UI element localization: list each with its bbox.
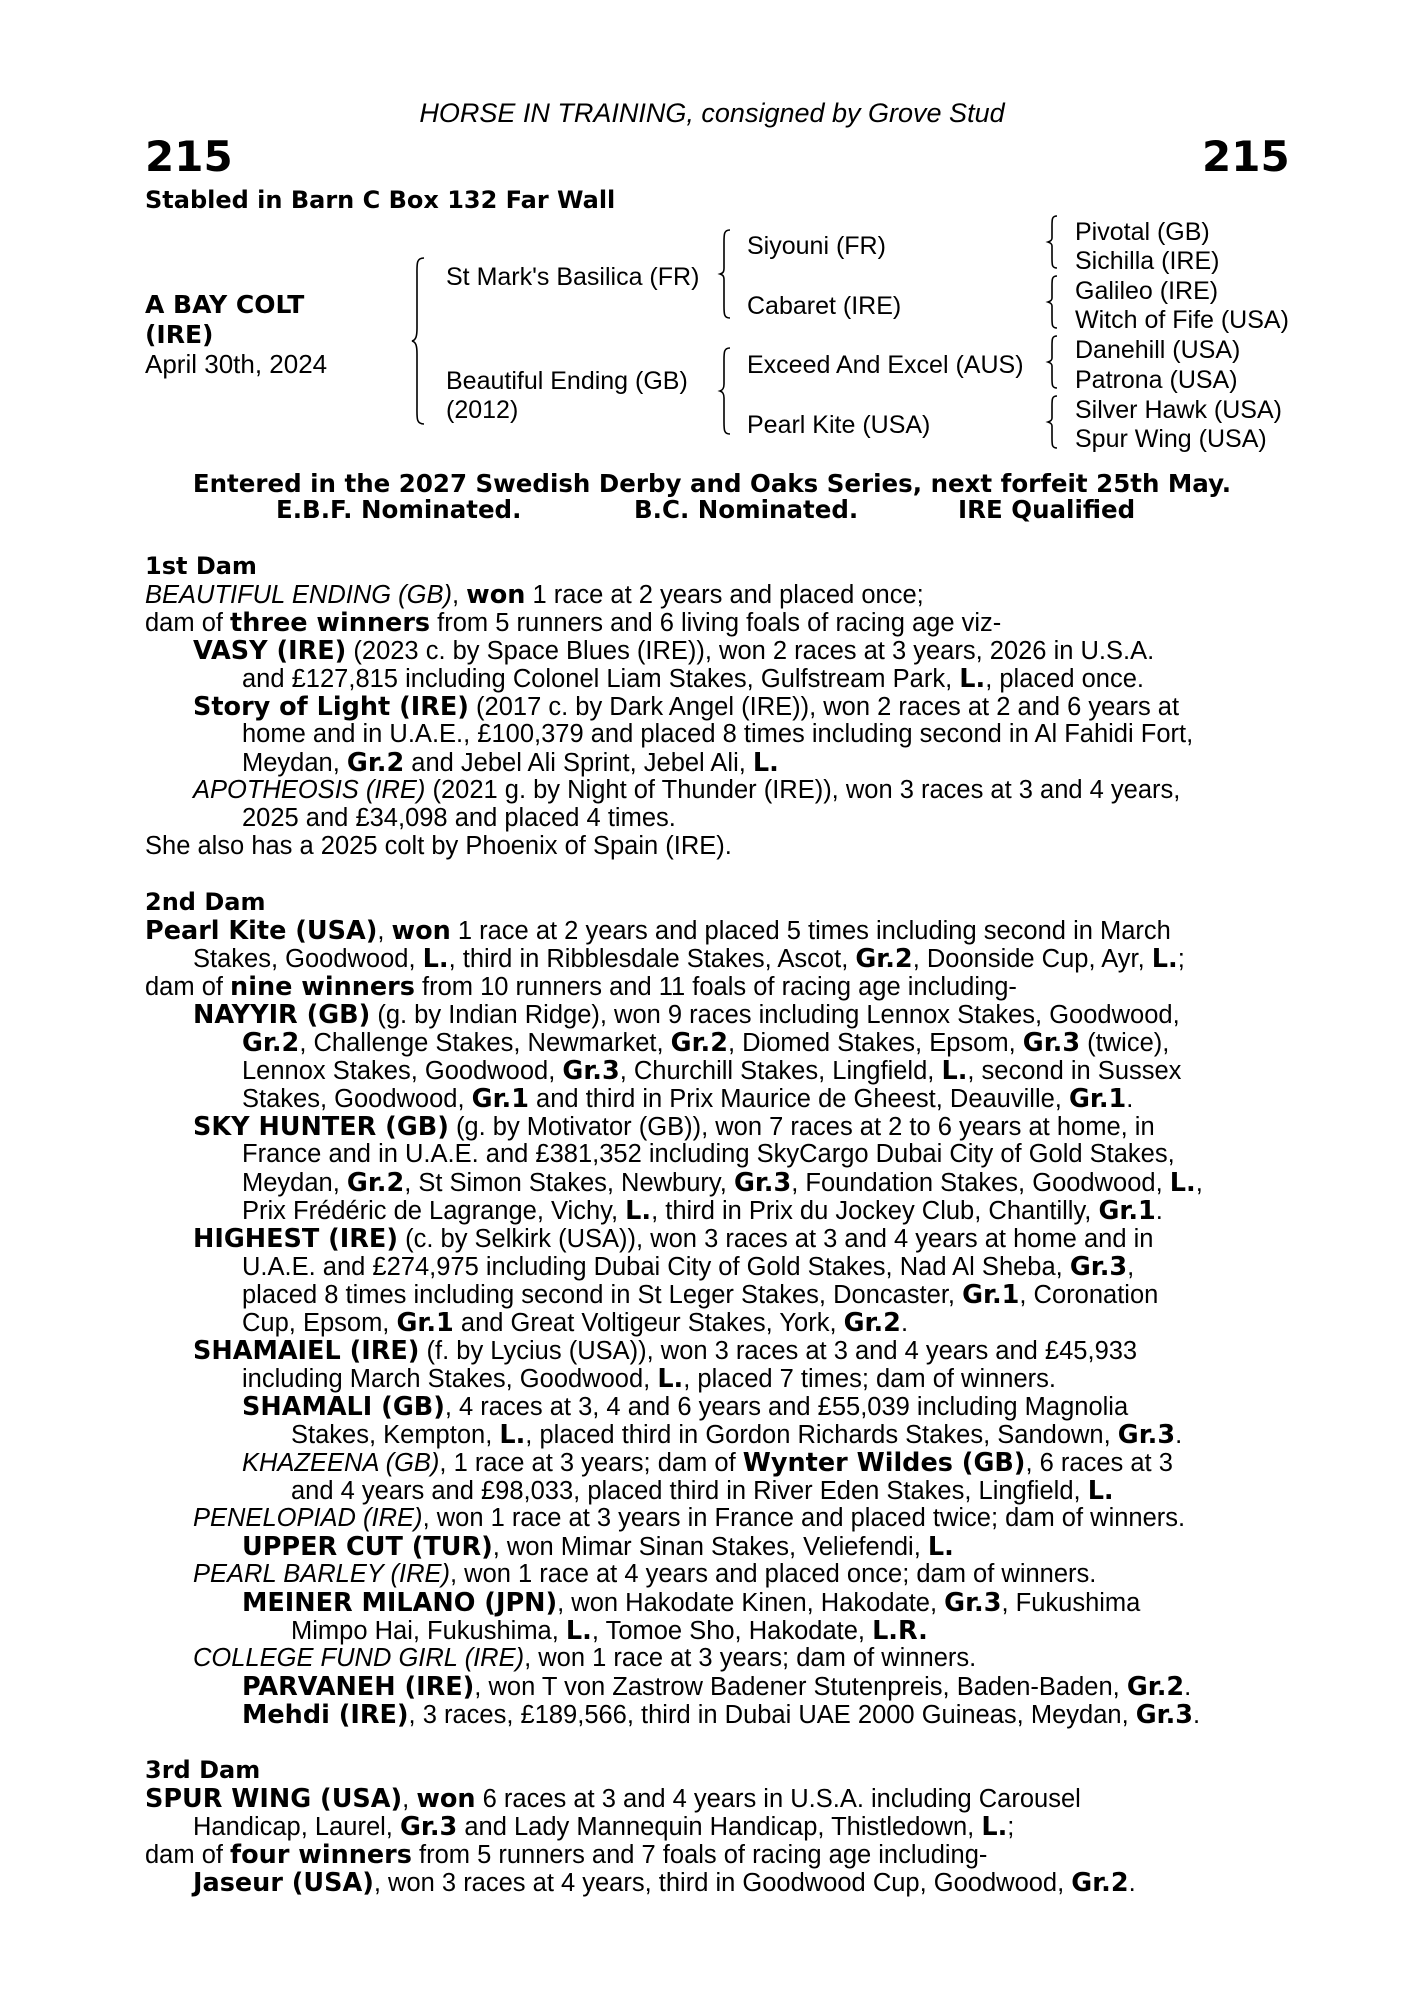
- text-segment: .: [1126, 1085, 1134, 1113]
- text-segment: home and in U.A.E., £100,379 and placed 8 times including second in Al Fahidi Fort,: [242, 720, 1194, 748]
- text-segment: won: [416, 1784, 476, 1814]
- text-segment: Gr.3: [944, 1588, 1002, 1618]
- pedigree-sire-dam: Cabaret (IRE): [747, 292, 902, 320]
- third-dam-line: [193, 1812, 1014, 1842]
- text-segment: , 6 races at 3: [1025, 1449, 1173, 1477]
- pedigree-sire: St Mark's Basilica (FR): [446, 263, 700, 291]
- text-segment: Gr.2: [1071, 1868, 1129, 1898]
- second-dam-line: [193, 1560, 1096, 1589]
- text-segment: ,: [377, 917, 392, 945]
- text-segment: , 3 races, £189,566, third in Dubai UAE 2000 Guineas, Meydan,: [408, 1701, 1136, 1729]
- text-segment: from 10 runners and 11 foals of racing age including-: [414, 973, 1017, 1001]
- text-segment: .: [1193, 1701, 1201, 1729]
- text-segment: L.: [927, 1532, 954, 1562]
- ire-qualified: IRE Qualified: [958, 495, 1136, 524]
- text-segment: SHAMAIEL (IRE): [193, 1336, 420, 1366]
- pedigree-gen3-1: Pivotal (GB): [1075, 218, 1210, 246]
- text-segment: from 5 runners and 6 living foals of racing age viz-: [430, 609, 1002, 637]
- text-segment: Stakes, Goodwood,: [242, 1085, 472, 1113]
- text-segment: , won 1 race at 3 years in France and placed twice; dam of winners.: [422, 1504, 1186, 1532]
- text-segment: Mehdi (IRE): [242, 1700, 409, 1730]
- text-segment: won: [466, 580, 526, 610]
- text-segment: and third in Prix Maurice de Gheest, Deauville,: [528, 1085, 1069, 1113]
- second-dam-line: [242, 1056, 1181, 1086]
- second-dam-line: [242, 1588, 1140, 1618]
- text-segment: U.A.E. and £274,975 including Dubai City of Gold Stakes, Nad Al Sheba,: [242, 1253, 1070, 1281]
- text-segment: L.: [625, 1196, 652, 1226]
- text-segment: Gr.2: [670, 1028, 728, 1058]
- third-dam-line: [193, 1868, 1136, 1898]
- text-segment: , placed 7 times; dam of winners.: [683, 1365, 1057, 1393]
- text-segment: (2017 c. by Dark Angel (IRE)), won 2 races at 2 and 6 years at: [468, 693, 1180, 721]
- text-segment: , third in Prix du Jockey Club, Chantilly,: [651, 1197, 1099, 1225]
- text-segment: Gr.1: [396, 1308, 454, 1338]
- pedigree-dam: Beautiful Ending (GB): [446, 367, 688, 395]
- second-dam-line: [242, 1140, 1175, 1169]
- text-segment: SKY HUNTER (GB): [193, 1112, 449, 1142]
- text-segment: PENELOPIAD (IRE): [193, 1504, 423, 1532]
- text-segment: , second in Sussex: [967, 1057, 1182, 1085]
- first-dam-line: [242, 748, 779, 778]
- text-segment: L.: [1087, 1476, 1114, 1506]
- text-segment: , Coronation: [1019, 1281, 1159, 1309]
- pedigree-gen3-7: Silver Hawk (USA): [1075, 396, 1282, 424]
- pedigree-brace-exceed: [1046, 334, 1060, 390]
- second-dam-line: [291, 1476, 1114, 1506]
- text-segment: (twice),: [1080, 1029, 1170, 1057]
- text-segment: (2023 c. by Space Blues (IRE)), won 2 races at 3 years, 2026 in U.S.A.: [346, 637, 1155, 665]
- second-dam-line: [291, 1616, 928, 1646]
- text-segment: Gr.1: [1098, 1196, 1156, 1226]
- text-segment: dam of: [145, 1841, 231, 1869]
- text-segment: Stakes, Kempton,: [291, 1421, 500, 1449]
- pedigree-brace-pearlkite: [1046, 394, 1060, 450]
- text-segment: 6 races at 3 and 4 years in U.S.A. including Carousel: [475, 1785, 1081, 1813]
- second-dam-line: [242, 1672, 1191, 1702]
- second-dam-line: [242, 1364, 1056, 1394]
- text-segment: nine winners: [230, 972, 415, 1002]
- second-dam-line: [193, 1504, 1185, 1533]
- text-segment: , Foundation Stakes, Goodwood,: [791, 1169, 1170, 1197]
- second-dam-line: [242, 1196, 1163, 1226]
- second-dam-line: [242, 1448, 1173, 1478]
- text-segment: , Fukushima: [1001, 1589, 1141, 1617]
- pedigree-brace-main: [410, 256, 430, 426]
- text-segment: Gr.1: [1068, 1084, 1127, 1114]
- pedigree-brace-sire: [718, 228, 734, 320]
- entry-line: Entered in the 2027 Swedish Derby and Oaks Series, next forfeit 25th May.: [192, 469, 1232, 498]
- text-segment: , won 3 races at 4 years, third in Goodwood Cup, Goodwood,: [373, 1869, 1072, 1897]
- text-segment: Gr.3: [1135, 1700, 1194, 1730]
- first-dam-line: [242, 720, 1193, 749]
- text-segment: Cup, Epsom,: [242, 1309, 397, 1337]
- text-segment: Meydan,: [242, 1169, 347, 1197]
- first-dam-line: [145, 608, 1001, 638]
- text-segment: NAYYIR (GB): [193, 1000, 371, 1030]
- pedigree-sire-sire: Siyouni (FR): [747, 232, 886, 260]
- text-segment: France and in U.A.E. and £381,352 including SkyCargo Dubai City of Gold Stakes,: [242, 1140, 1175, 1168]
- text-segment: Pearl Kite (USA): [145, 916, 378, 946]
- text-segment: Prix Frédéric de Lagrange, Vichy,: [242, 1197, 626, 1225]
- text-segment: L.: [1169, 1168, 1196, 1198]
- third-dam-heading: 3rd Dam: [145, 1756, 261, 1784]
- second-dam-line: [242, 1028, 1169, 1058]
- text-segment: ,: [402, 1785, 417, 1813]
- text-segment: L.: [1151, 944, 1178, 974]
- text-segment: and £127,815 including Colonel Liam Stakes, Gulfstream Park,: [242, 665, 960, 693]
- text-segment: , 4 races at 3, 4 and 6 years and £55,039 including Magnolia: [444, 1393, 1129, 1421]
- horse-foaled-date: April 30th, 2024: [145, 349, 328, 379]
- second-dam-line: [193, 1000, 1180, 1030]
- text-segment: Gr.3: [1117, 1420, 1176, 1450]
- text-segment: and Great Voltigeur Stakes, York,: [453, 1309, 844, 1337]
- text-segment: L.: [981, 1812, 1008, 1842]
- second-dam-line: [193, 1336, 1137, 1366]
- text-segment: Gr.2: [1126, 1672, 1185, 1702]
- text-segment: Gr.3: [1022, 1028, 1081, 1058]
- text-segment: L.: [959, 664, 986, 694]
- text-segment: (2021 g. by Night of Thunder (IRE)), won 3 races at 3 and 4 years,: [425, 776, 1181, 804]
- text-segment: COLLEGE FUND GIRL (IRE): [193, 1644, 525, 1672]
- text-segment: PARVANEH (IRE): [242, 1672, 475, 1702]
- text-segment: and 4 years and £98,033, placed third in River Eden Stakes, Lingfield,: [291, 1477, 1088, 1505]
- text-segment: (c. by Selkirk (USA)), won 3 races at 3 and 4 years at home and in: [398, 1225, 1154, 1253]
- horse-description: A BAY COLT: [145, 290, 305, 319]
- text-segment: , Challenge Stakes, Newmarket,: [299, 1029, 671, 1057]
- text-segment: .: [900, 1309, 909, 1337]
- text-segment: , won T von Zastrow Badener Stutenpreis, Baden-Baden,: [474, 1673, 1127, 1701]
- text-segment: , placed once.: [985, 665, 1144, 693]
- text-segment: , Churchill Stakes, Lingfield,: [619, 1057, 942, 1085]
- first-dam-line: [145, 832, 732, 861]
- text-segment: won: [391, 916, 451, 946]
- pedigree-brace-dam: [718, 346, 734, 436]
- second-dam-line: [242, 1084, 1133, 1114]
- text-segment: ,: [1127, 1253, 1135, 1281]
- text-segment: L.: [941, 1056, 968, 1086]
- text-segment: BEAUTIFUL ENDING (GB): [145, 581, 452, 609]
- text-segment: L.: [752, 748, 779, 778]
- text-segment: SPUR WING (USA): [145, 1784, 403, 1814]
- second-dam-line: [291, 1420, 1182, 1450]
- first-dam-line: [242, 804, 676, 833]
- text-segment: ;: [1007, 1813, 1015, 1841]
- text-segment: 1 race at 2 years and placed 5 times including second in March: [450, 917, 1171, 945]
- text-segment: Gr.2: [346, 1168, 405, 1198]
- text-segment: Gr.3: [1069, 1252, 1128, 1282]
- text-segment: ;: [1177, 945, 1185, 973]
- text-segment: Jaseur (USA): [193, 1868, 374, 1898]
- text-segment: and Jebel Ali Sprint, Jebel Ali,: [404, 749, 753, 777]
- text-segment: (g. by Indian Ridge), won 9 races including Lennox Stakes, Goodwood,: [370, 1001, 1180, 1029]
- pedigree-gen3-3: Galileo (IRE): [1075, 277, 1219, 305]
- text-segment: (g. by Motivator (GB)), won 7 races at 2 to 6 years at home, in: [448, 1113, 1155, 1141]
- text-segment: Gr.1: [962, 1280, 1020, 1310]
- pedigree-gen3-2: Sichilla (IRE): [1075, 247, 1220, 275]
- text-segment: dam of: [145, 973, 231, 1001]
- text-segment: APOTHEOSIS (IRE): [193, 776, 426, 804]
- text-segment: , won Mimar Sinan Stakes, Veliefendi,: [492, 1533, 928, 1561]
- text-segment: , Diomed Stakes, Epsom,: [727, 1029, 1023, 1057]
- text-segment: placed 8 times including second in St Leger Stakes, Doncaster,: [242, 1281, 963, 1309]
- text-segment: .: [1175, 1421, 1183, 1449]
- lot-number-right: 215: [1202, 132, 1290, 181]
- text-segment: 1 race at 2 years and placed once;: [525, 581, 924, 609]
- text-segment: MEINER MILANO (JPN): [242, 1588, 558, 1618]
- text-segment: ,: [1195, 1169, 1203, 1197]
- text-segment: She also has a 2025 colt by Phoenix of Spain (IRE).: [145, 832, 732, 860]
- text-segment: and Lady Mannequin Handicap, Thistledown,: [457, 1813, 982, 1841]
- text-segment: L.: [565, 1616, 592, 1646]
- second-dam-line: [242, 1532, 954, 1562]
- second-dam-line: [242, 1392, 1128, 1422]
- text-segment: HIGHEST (IRE): [193, 1224, 399, 1254]
- text-segment: (f. by Lycius (USA)), won 3 races at 3 and 4 years and £45,933: [419, 1337, 1138, 1365]
- text-segment: , won 1 race at 3 years; dam of winners.: [524, 1644, 977, 1672]
- consignment-line: HORSE IN TRAINING, consigned by Grove Stud: [419, 98, 1005, 128]
- text-segment: dam of: [145, 609, 231, 637]
- text-segment: Mimpo Hai, Fukushima,: [291, 1617, 566, 1645]
- text-segment: Meydan,: [242, 749, 347, 777]
- text-segment: Lennox Stakes, Goodwood,: [242, 1057, 563, 1085]
- second-dam-line: [242, 1308, 908, 1338]
- text-segment: Gr.3: [562, 1056, 620, 1086]
- text-segment: ,: [451, 581, 467, 609]
- first-dam-heading: 1st Dam: [145, 552, 257, 580]
- text-segment: Story of Light (IRE): [193, 692, 469, 722]
- text-segment: Handicap, Laurel,: [193, 1813, 400, 1841]
- first-dam-line: [242, 664, 1144, 694]
- pedigree-brace-cabaret: [1046, 274, 1060, 330]
- pedigree-dam-dam: Pearl Kite (USA): [747, 411, 931, 439]
- text-segment: VASY (IRE): [193, 636, 347, 666]
- second-dam-line: [242, 1280, 1158, 1310]
- second-dam-line: [145, 916, 1171, 946]
- text-segment: , Tomoe Sho, Hakodate,: [591, 1617, 873, 1645]
- text-segment: KHAZEENA (GB): [242, 1449, 440, 1477]
- first-dam-line: [145, 580, 924, 610]
- text-segment: Gr.2: [346, 748, 405, 778]
- first-dam-line: [193, 776, 1180, 805]
- second-dam-line: [242, 1168, 1203, 1198]
- text-segment: Gr.2: [843, 1308, 901, 1338]
- bc-nominated: B.C. Nominated.: [634, 495, 859, 524]
- text-segment: .: [1155, 1197, 1163, 1225]
- second-dam-line: [193, 1112, 1155, 1142]
- text-segment: , won Hakodate Kinen, Hakodate,: [557, 1589, 945, 1617]
- text-segment: Stakes, Goodwood,: [193, 945, 423, 973]
- text-segment: including March Stakes, Goodwood,: [242, 1365, 658, 1393]
- stabled-location: Stabled in Barn C Box 132 Far Wall: [145, 186, 616, 214]
- text-segment: Gr.1: [471, 1084, 529, 1114]
- text-segment: Gr.2: [242, 1028, 300, 1058]
- horse-country: (IRE): [145, 320, 214, 349]
- pedigree-brace-siyouni: [1046, 214, 1060, 270]
- text-segment: , third in Ribblesdale Stakes, Ascot,: [448, 945, 856, 973]
- text-segment: L.: [499, 1420, 526, 1450]
- text-segment: four winners: [230, 1840, 412, 1870]
- pedigree-gen3-4: Witch of Fife (USA): [1075, 306, 1289, 334]
- text-segment: SHAMALI (GB): [242, 1392, 445, 1422]
- second-dam-heading: 2nd Dam: [145, 888, 266, 916]
- text-segment: PEARL BARLEY (IRE): [193, 1560, 450, 1588]
- text-segment: Gr.3: [399, 1812, 458, 1842]
- second-dam-line: [242, 1700, 1200, 1730]
- pedigree-gen3-8: Spur Wing (USA): [1075, 425, 1267, 453]
- second-dam-line: [193, 1644, 976, 1673]
- text-segment: from 5 runners and 7 foals of racing age including-: [411, 1841, 988, 1869]
- text-segment: , St Simon Stakes, Newbury,: [404, 1169, 734, 1197]
- text-segment: 2025 and £34,098 and placed 4 times.: [242, 804, 676, 832]
- text-segment: Gr.2: [855, 944, 913, 974]
- second-dam-line: [145, 972, 1017, 1002]
- third-dam-line: [145, 1840, 987, 1870]
- text-segment: .: [1128, 1869, 1136, 1897]
- text-segment: L.R.: [872, 1616, 928, 1646]
- lot-number-left: 215: [145, 132, 233, 181]
- text-segment: , Doonside Cup, Ayr,: [912, 945, 1152, 973]
- text-segment: L.: [422, 944, 449, 974]
- pedigree-gen3-5: Danehill (USA): [1075, 336, 1241, 364]
- pedigree-dam-sire: Exceed And Excel (AUS): [747, 351, 1024, 379]
- text-segment: L.: [657, 1364, 684, 1394]
- second-dam-line: [193, 1224, 1153, 1254]
- text-segment: Wynter Wildes (GB): [742, 1448, 1026, 1478]
- third-dam-line: [145, 1784, 1081, 1814]
- text-segment: Gr.3: [733, 1168, 792, 1198]
- pedigree-gen3-6: Patrona (USA): [1075, 366, 1238, 394]
- text-segment: three winners: [230, 608, 431, 638]
- text-segment: , 1 race at 3 years; dam of: [439, 1449, 743, 1477]
- ebf-nominated: E.B.F. Nominated.: [276, 495, 522, 524]
- pedigree-dam-year: (2012): [446, 396, 519, 424]
- first-dam-line: [193, 636, 1154, 666]
- first-dam-line: [193, 692, 1179, 722]
- text-segment: UPPER CUT (TUR): [242, 1532, 493, 1562]
- text-segment: , placed third in Gordon Richards Stakes, Sandown,: [525, 1421, 1118, 1449]
- text-segment: .: [1184, 1673, 1192, 1701]
- text-segment: , won 1 race at 4 years and placed once; dam of winners.: [450, 1560, 1097, 1588]
- second-dam-line: [193, 944, 1185, 974]
- second-dam-line: [242, 1252, 1134, 1282]
